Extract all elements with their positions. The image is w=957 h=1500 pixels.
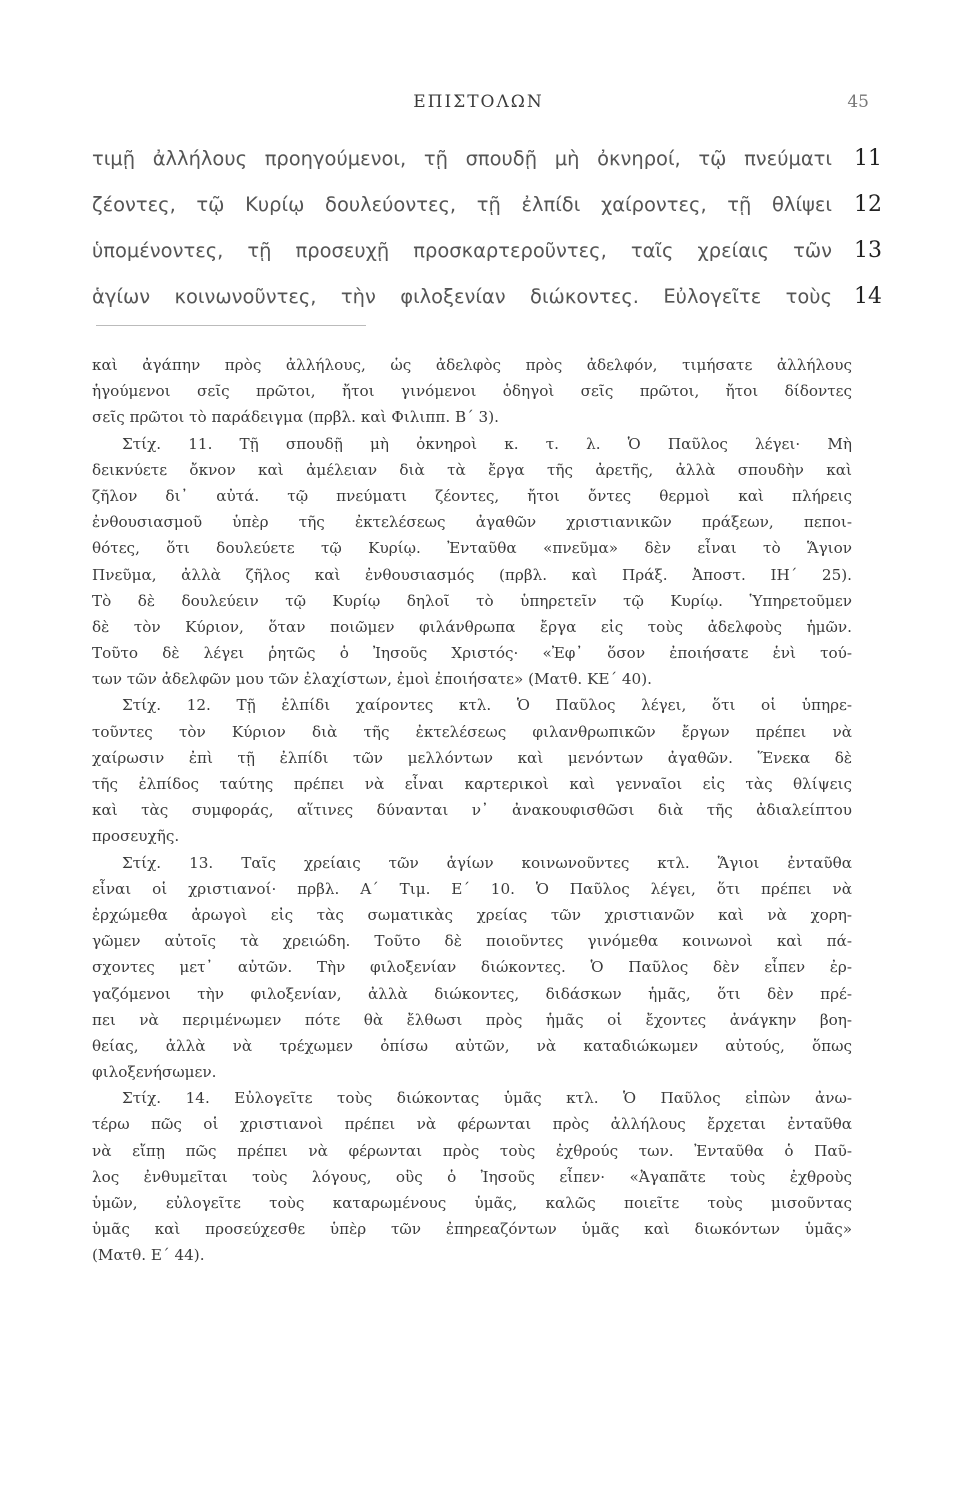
commentary-line: ὑμᾶς καὶ προσεύχεσθε ὑπὲρ τῶν ἐπηρεαζόντων ὑμᾶς καὶ διωκόντων ὑμᾶς» bbox=[92, 1220, 852, 1239]
verse-number: 11 bbox=[854, 146, 882, 171]
commentary-line: δὲ τὸν Κύριον, ὅταν ποιῶμεν φιλάνθρωπα ἔργα εἰς τοὺς ἀδελφοὺς ἡμῶν. bbox=[92, 617, 852, 636]
commentary-line: νὰ εἴπῃ πῶς πρέπει νὰ φέρωνται πρὸς τοὺς ἐχθρούς των. Ἐνταῦθα ὁ Παῦ- bbox=[92, 1141, 852, 1160]
page-header bbox=[0, 92, 957, 122]
commentary-line: καὶ ἀγάπην πρὸς ἀλλήλους, ὡς ἀδελφὸς πρὸς ἀδελφόν, τιμήσατε ἀλλήλους bbox=[92, 356, 852, 374]
page-number: 45 bbox=[847, 92, 869, 112]
commentary-line: σεῖς πρῶτοι τὸ παράδειγμα (πρβλ. καὶ Φιλιππ. Β΄ 3). bbox=[92, 408, 499, 427]
verse-line bbox=[92, 182, 882, 228]
verse-line bbox=[92, 228, 882, 274]
commentary-line: ὑμῶν, εὐλογεῖτε τοὺς καταρωμένους ὑμᾶς, καλῶς ποιεῖτε τοὺς μισοῦντας bbox=[92, 1194, 852, 1212]
commentary-line: ἐρχώμεθα ἀρωγοὶ εἰς τὰς σωματικὰς χρείας τῶν χριστιανῶν καὶ νὰ χορη- bbox=[92, 905, 852, 924]
verse-line bbox=[92, 274, 882, 320]
commentary-line: προσευχῆς. bbox=[92, 827, 180, 846]
verse-number: 14 bbox=[854, 284, 882, 309]
commentary-line: των τῶν ἀδελφῶν μου τῶν ἐλαχίστων, ἐμοὶ ἐποιήσατε» (Ματθ. ΚΕ΄ 40). bbox=[92, 670, 652, 689]
commentary-line: καὶ τὰς συμφοράς, αἵτινες δύνανται ν᾽ ἀνακουφισθῶσι διὰ τῆς ἀδιαλείπτου bbox=[92, 801, 852, 820]
commentary-line: Στίχ. 11. Τῇ σπουδῇ μὴ ὀκνηροὶ κ. τ. λ. Ὁ Παῦλος λέγει· Μὴ bbox=[122, 434, 852, 453]
commentary-line: ἡγούμενοι σεῖς πρῶτοι, ἤτοι γινόμενοι ὁδηγοὶ σεῖς πρῶτοι, ἤτοι δίδοντες bbox=[92, 382, 852, 401]
commentary-line: γῶμεν αὐτοῖς τὰ χρειώδη. Τοῦτο δὲ ποιοῦντες γινόμεθα κοινωνοὶ καὶ πά- bbox=[92, 932, 852, 951]
commentary-line: λος ἐνθυμεῖται τοὺς λόγους, οὓς ὁ Ἰησοῦς εἶπεν· «Ἀγαπᾶτε τοὺς ἐχθροὺς bbox=[92, 1167, 852, 1186]
scripture-text bbox=[92, 136, 882, 320]
verse-number: 12 bbox=[854, 192, 882, 217]
running-title: ΕΠΙΣΤΟΛΩΝ bbox=[413, 92, 544, 112]
commentary-line: ἐνθουσιασμοῦ ὑπὲρ τῆς ἐκτελέσεως ἀγαθῶν χριστιανικῶν πράξεων, πεποι- bbox=[92, 513, 852, 532]
verse-text: τιμῇ ἀλλήλους προηγούμενοι, τῇ σπουδῇ μὴ ὀκνηροί, τῷ πνεύματι bbox=[92, 147, 832, 170]
verse-line bbox=[92, 136, 882, 182]
footnote-divider bbox=[96, 325, 366, 326]
commentary-line: τῆς ἐλπίδος ταύτης πρέπει νὰ εἶναι καρτερικοὶ καὶ γενναῖοι εἰς τὰς θλίψεις bbox=[92, 775, 852, 793]
commentary-line: γαζόμενοι τὴν φιλοξενίαν, ἀλλὰ διώκοντες, διδάσκων ἡμᾶς, ὅτι δὲν πρέ- bbox=[92, 984, 852, 1003]
commentary-line: πει νὰ περιμένωμεν πότε θὰ ἔλθωσι πρὸς ἡμᾶς οἱ ἔχοντες ἀνάγκην βοη- bbox=[92, 1010, 852, 1029]
commentary-line: ζῆλον δι᾽ αὐτά. τῷ πνεύματι ζέοντες, ἤτοι ὄντες θερμοὶ καὶ πλήρεις bbox=[92, 486, 852, 505]
commentary-line: τέρω πῶς οἱ χριστιανοὶ πρέπει νὰ φέρωνται πρὸς ἀλλήλους ἔρχεται ἐνταῦθα bbox=[92, 1115, 852, 1134]
commentary-line: (Ματθ. Ε΄ 44). bbox=[92, 1246, 205, 1265]
commentary-line: Στίχ. 14. Εὐλογεῖτε τοὺς διώκοντας ὑμᾶς κτλ. Ὁ Παῦλος εἰπὼν ἀνω- bbox=[122, 1089, 852, 1108]
commentary-line: εἶναι οἱ χριστιανοί· πρβλ. Α΄ Τιμ. Ε΄ 10. Ὁ Παῦλος λέγει, ὅτι πρέπει νὰ bbox=[92, 879, 852, 898]
commentary-line: Στίχ. 13. Ταῖς χρείαις τῶν ἁγίων κοινωνοῦντες κτλ. Ἅγιοι ἐνταῦθα bbox=[122, 853, 852, 872]
commentary-text bbox=[92, 352, 852, 1269]
commentary-line: θείας, ἀλλὰ νὰ τρέχωμεν ὀπίσω αὐτῶν, νὰ καταδιώκωμεν αὐτούς, ὅπως bbox=[92, 1036, 852, 1055]
commentary-line: Τὸ δὲ δουλεύειν τῷ Κυρίῳ δηλοῖ τὸ ὑπηρετεῖν τῷ Κυρίῳ. Ὑπηρετοῦμεν bbox=[92, 591, 852, 610]
commentary-line: τοῦντες τὸν Κύριον διὰ τῆς ἐκτελέσεως φιλανθρωπικῶν ἔργων πρέπει νὰ bbox=[92, 722, 852, 741]
commentary-line: δεικνύετε ὄκνον καὶ ἀμέλειαν διὰ τὰ ἔργα τῆς ἀρετῆς, ἀλλὰ σπουδὴν καὶ bbox=[92, 460, 852, 479]
verse-number: 13 bbox=[854, 238, 882, 263]
commentary-line: Πνεῦμα, ἀλλὰ ζῆλος καὶ ἐνθουσιασμός (πρβλ. καὶ Πράξ. Ἀποστ. ΙΗ΄ 25). bbox=[92, 565, 852, 584]
commentary-line: Τοῦτο δὲ λέγει ῥητῶς ὁ Ἰησοῦς Χριστός· «Ἐφ᾽ ὅσον ἐποιήσατε ἑνὶ τού- bbox=[92, 644, 852, 663]
verse-text: ζέοντες, τῷ Κυρίῳ δουλεύοντες, τῇ ἐλπίδι χαίροντες, τῇ θλίψει bbox=[92, 193, 832, 216]
commentary-line: θότες, ὅτι δουλεύετε τῷ Κυρίῳ. Ἐνταῦθα «πνεῦμα» δὲν εἶναι τὸ Ἅγιον bbox=[92, 539, 852, 558]
verse-text: ὑπομένοντες, τῇ προσευχῇ προσκαρτεροῦντες, ταῖς χρείαις τῶν bbox=[92, 239, 832, 262]
commentary-line: φιλοξενήσωμεν. bbox=[92, 1063, 217, 1082]
commentary-line: σχοντες μετ᾽ αὐτῶν. Τὴν φιλοξενίαν διώκοντες. Ὁ Παῦλος δὲν εἶπεν ἐρ- bbox=[92, 958, 852, 977]
commentary-line: χαίρωσιν ἐπὶ τῇ ἐλπίδι τῶν μελλόντων καὶ μενόντων ἀγαθῶν. Ἕνεκα δὲ bbox=[92, 748, 852, 767]
commentary-line: Στίχ. 12. Τῇ ἐλπίδι χαίροντες κτλ. Ὁ Παῦλος λέγει, ὅτι οἱ ὑπηρε- bbox=[122, 696, 852, 715]
verse-text: ἁγίων κοινωνοῦντες, τὴν φιλοξενίαν διώκοντες. Εὐλογεῖτε τοὺς bbox=[92, 285, 832, 308]
